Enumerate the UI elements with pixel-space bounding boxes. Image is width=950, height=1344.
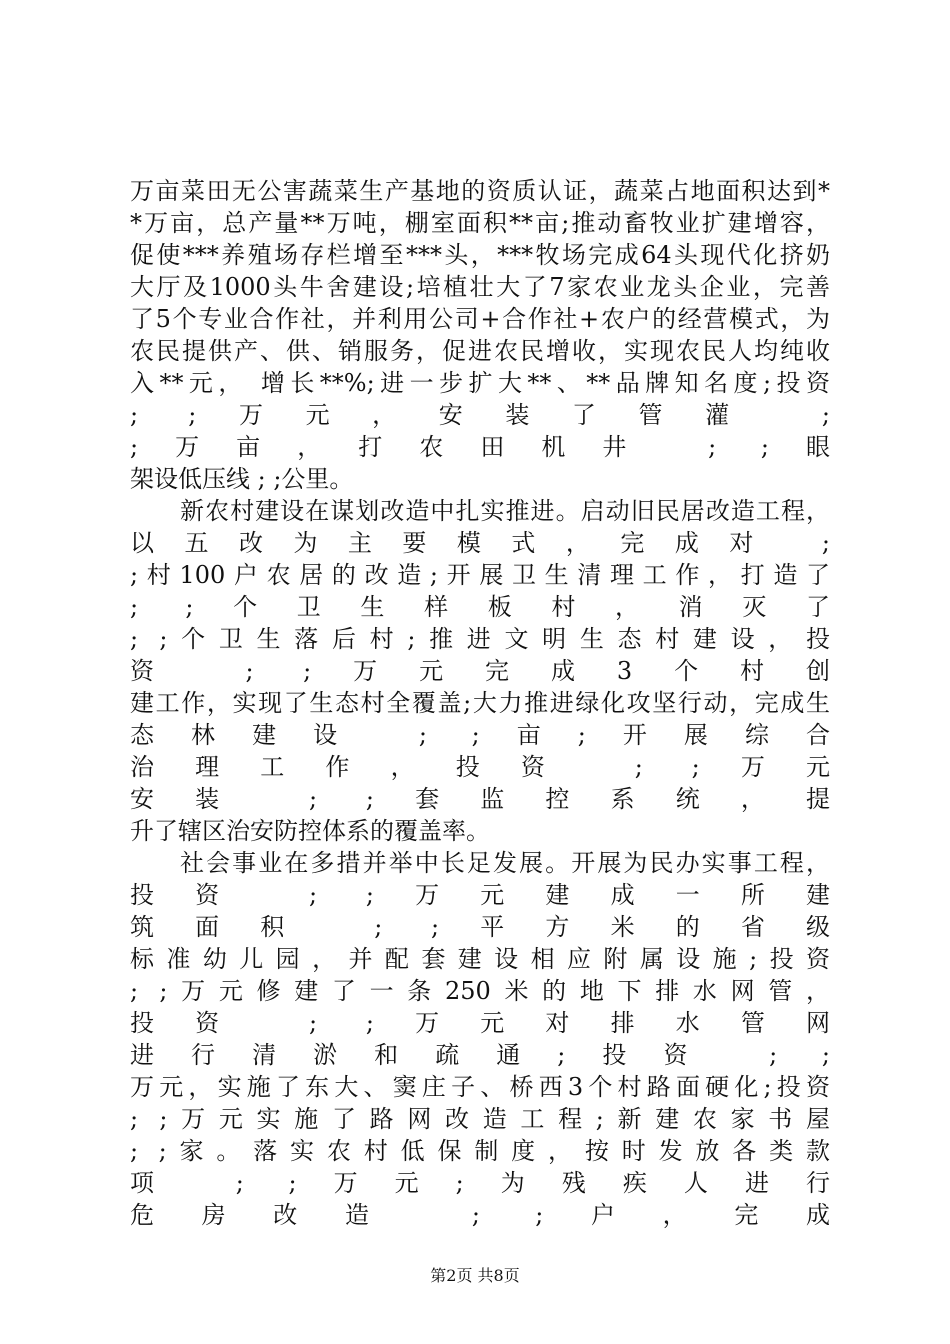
text-line: *万亩，总产量**万吨，棚室面积**亩;推动畜牧业扩建增容， (130, 209, 830, 237)
page-footer (0, 1265, 950, 1287)
text-line: 以五改为主要模式，完成对 ; (130, 529, 830, 557)
text-line: 治理工作，投资 ; ;万元 (130, 753, 830, 781)
text-line: ;村100户农居的改造;开展卫生清理工作，打造了 (130, 561, 830, 589)
text-line: 安装 ; ;套监控系统，提 (130, 785, 830, 813)
text-line: 大厅及1000头牛舍建设;培植壮大了7家农业龙头企业，完善 (130, 273, 830, 301)
text-line: ; ;个卫生落后村;推进文明生态村建设，投 (130, 625, 830, 653)
text-line: ; ;家。落实农村低保制度，按时发放各类款 (130, 1137, 830, 1165)
text-line: 投资 ; ;万元对排水管网 (130, 1009, 830, 1037)
text-line: 项 ; ;万元;为残疾人进行 (130, 1169, 830, 1197)
text-line: 架设低压线 ; ;公里。 (130, 465, 354, 493)
text-line: 建工作，实现了生态村全覆盖;大力推进绿化攻坚行动，完成生 (130, 689, 830, 717)
text-line: 万元，实施了东大、窦庄子、桥西3个村路面硬化;投资 (130, 1073, 830, 1101)
text-line: 升了辖区治安防控体系的覆盖率。 (130, 817, 490, 845)
text-line: ;万亩，打农田机井 ; ;眼 (130, 433, 830, 461)
text-line: 筑面积 ; ;平方米的省级 (130, 913, 830, 941)
text-line: 标准幼儿园，并配套建设相应附属设施;投资 (130, 945, 830, 973)
text-line: ; ;万元，安装了管灌 ; (130, 401, 830, 429)
text-line: 入**元， 增长**%;进一步扩大**、**品牌知名度;投资 (130, 369, 830, 397)
page-number: 第2页 共8页 (430, 1266, 520, 1285)
text-line: ; ;万元实施了路网改造工程;新建农家书屋 (130, 1105, 830, 1133)
text-line: 资 ; ;万元完成3个村创 (130, 657, 830, 685)
text-line: ; ;个卫生样板村，消灭了 (130, 593, 830, 621)
text-line: 态林建设 ; ;亩;开展综合 (130, 721, 830, 749)
text-line: 万亩菜田无公害蔬菜生产基地的资质认证，蔬菜占地面积达到* (130, 177, 830, 205)
text-line: 了5个专业合作社，并利用公司+合作社+农户的经营模式，为 (130, 305, 830, 333)
text-line: 进行清淤和疏通;投资 ; ; (130, 1041, 830, 1069)
text-line: 危房改造 ; ;户，完成 (130, 1201, 830, 1229)
text-line: ; ;万元修建了一条250米的地下排水网管， (130, 977, 830, 1005)
text-line: 投资 ; ;万元建成一所建 (130, 881, 830, 909)
paragraph-start: 社会事业在多措并举中长足发展。开展为民办实事工程， (180, 849, 830, 877)
text-line: 农民提供产、供、销服务，促进农民增收，实现农民人均纯收 (130, 337, 830, 365)
paragraph-start: 新农村建设在谋划改造中扎实推进。启动旧民居改造工程， (180, 497, 830, 525)
text-line: 促使***养殖场存栏增至***头，***牧场完成64头现代化挤奶 (130, 241, 830, 269)
